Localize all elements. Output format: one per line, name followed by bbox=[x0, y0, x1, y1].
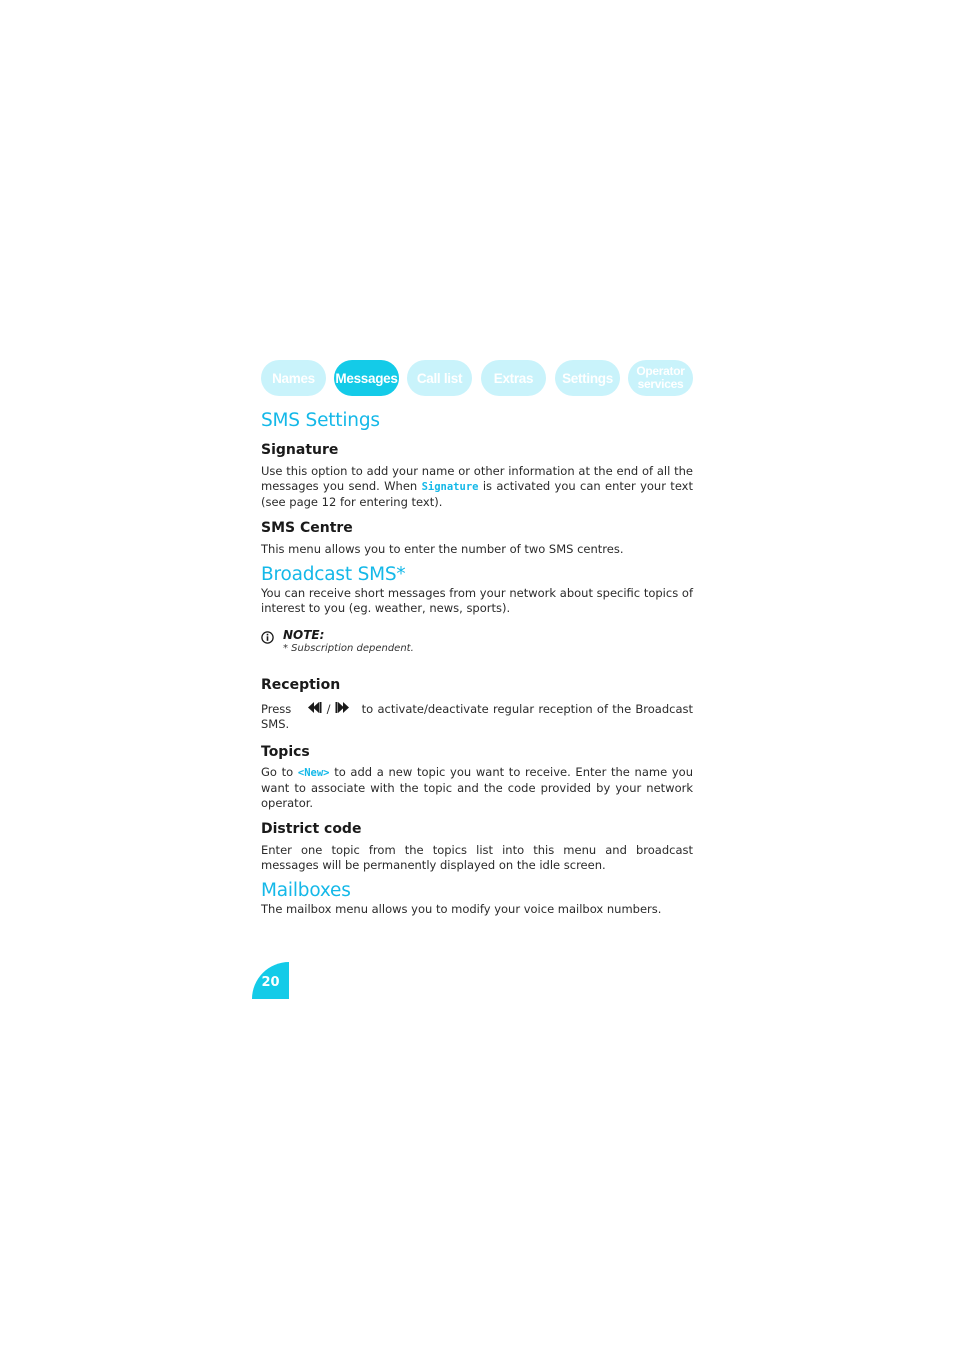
note-text: * Subscription dependent. bbox=[283, 643, 414, 654]
section-tabs bbox=[261, 360, 693, 396]
topics-heading: Topics bbox=[261, 744, 310, 760]
right-key-icon bbox=[335, 702, 349, 717]
left-key-icon bbox=[308, 702, 322, 717]
tab-operator-services[interactable] bbox=[628, 360, 693, 396]
tab-operator-label-2: services bbox=[637, 377, 684, 391]
district-heading: District code bbox=[261, 821, 362, 837]
tab-extras[interactable]: Extras bbox=[481, 360, 546, 396]
page-number-badge bbox=[252, 962, 289, 999]
note-title: NOTE: bbox=[283, 628, 325, 642]
mailboxes-title: Mailboxes bbox=[261, 880, 351, 901]
tab-names[interactable]: Names bbox=[261, 360, 326, 396]
mailboxes-text: The mailbox menu allows you to modify your voice mailbox numbers. bbox=[261, 902, 662, 916]
page-number: 20 bbox=[261, 975, 280, 990]
sms-centre-heading: SMS Centre bbox=[261, 520, 353, 536]
reception-slash: / bbox=[326, 702, 331, 716]
broadcast-text: You can receive short messages from your network about specific topics of interest to you (eg. weather, news, sports). bbox=[261, 586, 693, 615]
sms-centre-text: This menu allows you to enter the number of two SMS centres. bbox=[261, 542, 624, 556]
tab-operator-label-1: Operator bbox=[636, 364, 685, 378]
signature-text bbox=[261, 464, 693, 510]
topics-text-a: Go to bbox=[261, 765, 298, 779]
tab-messages[interactable]: Messages bbox=[334, 360, 399, 396]
note-block bbox=[261, 628, 693, 658]
broadcast-title: Broadcast SMS* bbox=[261, 564, 406, 585]
signature-text-b: is activated you can enter your text (see page 12 for entering text). bbox=[261, 479, 694, 509]
info-icon bbox=[261, 629, 274, 648]
district-text: Enter one topic from the topics list into this menu and broadcast messages will be permanently displayed on the idle screen. bbox=[261, 843, 693, 872]
sms-settings-title: SMS Settings bbox=[261, 410, 380, 431]
topics-text bbox=[261, 765, 693, 811]
signature-heading: Signature bbox=[261, 442, 339, 458]
signature-text-a: Use this option to add your name or other information at the end of all the messages you send. When bbox=[261, 464, 693, 493]
reception-desc: to activate/deactivate regular reception of the Broadcast SMS. bbox=[261, 702, 694, 731]
reception-text bbox=[261, 702, 693, 732]
signature-keyword: Signature bbox=[421, 481, 479, 493]
topics-text-b: to add a new topic you want to receive. Enter the name you want to associate with the topic and the code provided by your network operator. bbox=[261, 765, 693, 810]
tab-settings[interactable]: Settings bbox=[555, 360, 620, 396]
reception-press: Press bbox=[261, 702, 292, 716]
reception-heading: Reception bbox=[261, 677, 341, 693]
tab-call-list[interactable]: Call list bbox=[407, 360, 472, 396]
topics-keyword: <New> bbox=[297, 767, 330, 779]
